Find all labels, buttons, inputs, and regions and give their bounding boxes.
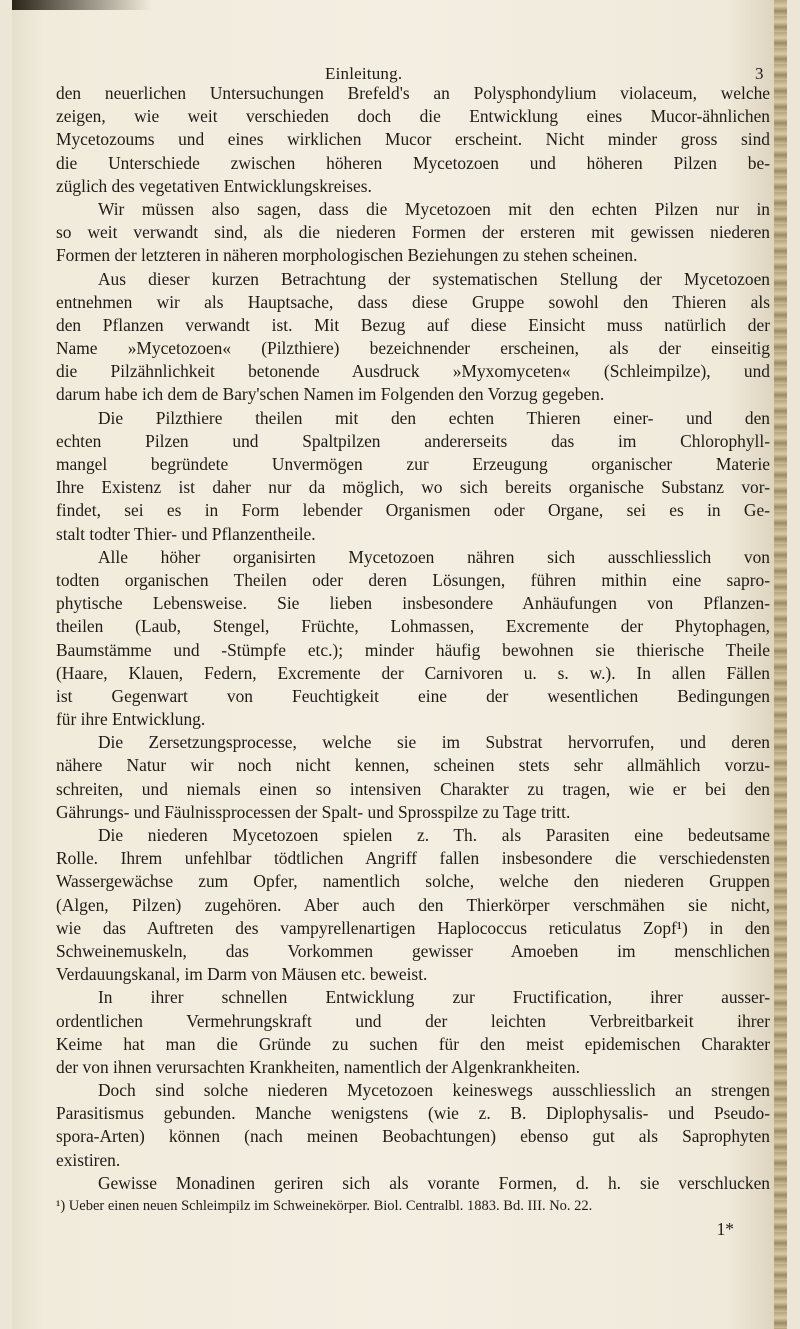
- text-line: Mycetozoums und eines wirklichen Mucor erscheint. Nicht minder gross sind: [56, 129, 770, 150]
- text-line: echten Pilzen und Spaltpilzen andererseits das im Chlorophyll-: [56, 430, 770, 451]
- text-line: findet, sei es in Form lebender Organismen oder Organe, sei es in Ge-: [56, 500, 770, 521]
- text-line: existiren.: [56, 1149, 121, 1170]
- text-line: todten organischen Theilen oder deren Lösungen, führen mithin eine sapro-: [56, 569, 770, 590]
- footnote: ¹) Ueber einen neuen Schleimpilz im Schweinekörper. Biol. Centralbl. 1883. Bd. III. No. 22.: [56, 1198, 593, 1214]
- text-line: Gährungs- und Fäulnissprocessen der Spalt- und Sprosspilze zu Tage tritt.: [56, 801, 571, 822]
- text-line: züglich des vegetativen Entwicklungskreises.: [56, 175, 372, 196]
- text-line: mangel begründete Unvermögen zur Erzeugung organischer Materie: [56, 454, 770, 474]
- text-line: ordentlichen Vermehrungskraft und der leichten Verbreitbarkeit ihrer: [56, 1010, 770, 1031]
- text-line: ist Gegenwart von Feuchtigkeit eine der wesentlichen Bedingungen: [56, 685, 770, 706]
- text-line: den neuerlichen Untersuchungen Brefeld's an Polysphondylium violaceum, welche: [56, 83, 770, 103]
- text-line: nähere Natur wir noch nicht kennen, scheinen stets sehr allmählich vorzu-: [56, 755, 770, 776]
- text-line: die Pilzähnlichkeit betonende Ausdruck »Myxomyceten« (Schleimpilze), und: [56, 361, 770, 382]
- text-line: Aus dieser kurzen Betrachtung der systematischen Stellung der Mycetozoen: [98, 268, 770, 289]
- text-line: Alle höher organisirten Mycetozoen nähren sich ausschliesslich von: [98, 546, 770, 567]
- text-line: spora-Arten) können (nach meinen Beobachtungen) ebenso gut als Saprophyten: [56, 1126, 770, 1147]
- text-line: stalt todter Thier- und Pflanzentheile.: [56, 523, 316, 544]
- text-line: darum habe ich dem de Bary'schen Namen im Folgenden den Vorzug gegeben.: [56, 384, 605, 405]
- page-edge: [774, 0, 787, 1329]
- text-line: Die niederen Mycetozoen spielen z. Th. als Parasiten eine bedeutsame: [98, 825, 770, 845]
- text-line: Rolle. Ihrem unfehlbar tödtlichen Angriff fallen insbesondere die verschiedensten: [56, 848, 770, 869]
- text-line: Die Pilzthiere theilen mit den echten Thieren einer- und den: [98, 407, 770, 428]
- text-line: für ihre Entwicklung.: [56, 709, 206, 730]
- text-line: In ihrer schnellen Entwicklung zur Fructification, ihrer ausser-: [98, 987, 770, 1008]
- text-line: Formen der letzteren in näheren morphologischen Beziehungen zu stehen scheinen.: [56, 245, 638, 266]
- text-line: Ihre Existenz ist daher nur da möglich, wo sich bereits organische Substanz vor-: [56, 477, 770, 498]
- text-line: zeigen, wie weit verschieden doch die Entwicklung eines Mucor-ähnlichen: [56, 106, 770, 127]
- text-line: Wir müssen also sagen, dass die Mycetozoen mit den echten Pilzen nur in: [98, 198, 770, 219]
- text-line: wie das Auftreten des vampyrellenartigen Haplococcus reticulatus Zopf¹) in den: [56, 917, 770, 938]
- text-line: (Algen, Pilzen) zugehören. Aber auch den Thierkörper verschmähen sie nicht,: [56, 894, 770, 915]
- text-line: theilen (Laub, Stengel, Früchte, Lohmassen, Excremente der Phytophagen,: [56, 616, 770, 637]
- text-line: den Pflanzen verwandt ist. Mit Bezug auf diese Einsicht muss natürlich der: [56, 314, 770, 335]
- text-lines: [56, 82, 770, 1195]
- text-line: Gewisse Monadinen geriren sich als vorante Formen, d. h. sie verschlucken: [98, 1172, 770, 1193]
- text-line: Wassergewächse zum Opfer, namentlich solche, welche den niederen Gruppen: [56, 871, 770, 892]
- text-line: Parasitismus gebunden. Manche wenigstens (wie z. B. Diplophysalis- und Pseudo-: [56, 1103, 770, 1124]
- text-line: Die Zersetzungsprocesse, welche sie im Substrat hervorrufen, und deren: [98, 732, 770, 753]
- text-line: Name »Mycetozoen« (Pilzthiere) bezeichnender erscheinen, als der einseitig: [56, 338, 770, 359]
- text-line: Keime hat man die Gründe zu suchen für den meist epidemischen Charakter: [56, 1033, 770, 1054]
- text-line: schreiten, und niemals einen so intensiven Charakter zu tragen, wie er bei den: [56, 778, 770, 799]
- text-line: Schweinemuskeln, das Vorkommen gewisser Amoeben im menschlichen: [56, 940, 770, 961]
- signature-mark: 1*: [716, 1219, 734, 1240]
- body-text: [56, 82, 770, 1241]
- text-line: phytische Lebensweise. Sie lieben insbesondere Anhäufungen von Pflanzen-: [56, 593, 770, 614]
- text-line: so weit verwandt sind, als die niederen Formen der ersteren mit gewissen niederen: [56, 222, 770, 243]
- text-line: Baumstämme und -Stümpfe etc.); minder häufig bewohnen sie thierische Theile: [56, 639, 770, 660]
- page-number: 3: [755, 64, 764, 83]
- text-line: (Haare, Klauen, Federn, Excremente der Carnivoren u. s. w.). In allen Fällen: [56, 662, 770, 683]
- text-line: entnehmen wir als Hauptsache, dass diese Gruppe sowohl den Thieren als: [56, 291, 770, 312]
- running-title: Einleitung.: [325, 64, 403, 83]
- text-line: der von ihnen verursachten Krankheiten, namentlich der Algenkrankheiten.: [56, 1056, 580, 1077]
- text-line: Doch sind solche niederen Mycetozoen keineswegs ausschliesslich an strengen: [98, 1080, 770, 1101]
- text-line: Verdauungskanal, im Darm von Mäusen etc. beweist.: [56, 964, 428, 985]
- scan-shadow: [12, 0, 152, 10]
- text-line: die Unterschiede zwischen höheren Mycetozoen und höheren Pilzen be-: [56, 152, 770, 173]
